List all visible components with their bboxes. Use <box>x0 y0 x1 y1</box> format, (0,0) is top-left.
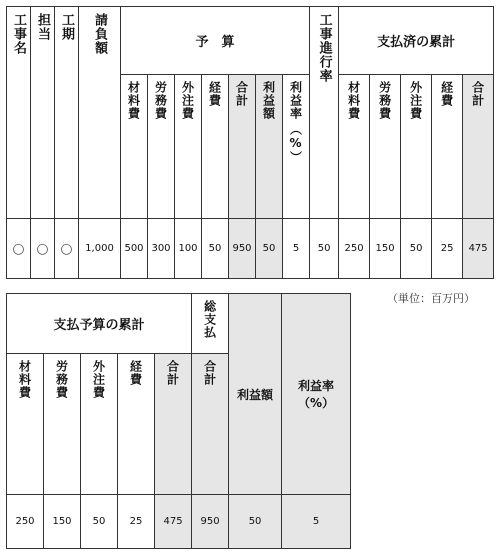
pct-symbol-2: （%） <box>298 396 335 410</box>
unit-note: （単位：百万円） <box>387 292 475 305</box>
header-ukeoigaku: 請負額 <box>79 7 121 219</box>
t2-cell-gokei: 475 <box>155 495 192 549</box>
header-shiharai-ruikei: 支払済の累計 <box>339 7 494 75</box>
cell-koji-mei: ○ <box>7 219 31 279</box>
shiharai-romuhi: 労務費 <box>370 75 401 219</box>
cell-yosan-keihi: 50 <box>202 219 229 279</box>
header-rieki-ritsu: 利益率 （%） <box>282 294 351 495</box>
yosan-rieki-ritsu: 利益率 （%） <box>283 75 310 219</box>
t2-gokei: 合計 <box>155 354 192 495</box>
cell-shinkoritsu: 50 <box>310 219 339 279</box>
header-koji-mei: 工事名 <box>7 7 31 219</box>
t2-cell-rieki-gaku: 50 <box>229 495 282 549</box>
pct-symbol: （%） <box>288 123 303 164</box>
t2-cell-keihi: 25 <box>118 495 155 549</box>
t2-cell-so-shiharai: 950 <box>192 495 229 549</box>
header-shinkoritsu: 工事進行率 <box>310 7 339 219</box>
shiharai-gaichuhi: 外注費 <box>401 75 432 219</box>
cell-ukeoigaku: 1,000 <box>79 219 121 279</box>
payment-budget-table <box>6 293 351 549</box>
shiharai-keihi: 経費 <box>432 75 463 219</box>
cell-yosan-rieki-gaku: 50 <box>256 219 283 279</box>
t2-keihi: 経費 <box>118 354 155 495</box>
cell-shiharai-gaichuhi: 50 <box>401 219 432 279</box>
t2-gaichuhi: 外注費 <box>81 354 118 495</box>
t2-cell-rieki-ritsu: 5 <box>282 495 351 549</box>
yosan-gaichuhi: 外注費 <box>175 75 202 219</box>
cell-yosan-gokei: 950 <box>229 219 256 279</box>
cell-koki: ○ <box>55 219 79 279</box>
cell-shiharai-zairyohi: 250 <box>339 219 370 279</box>
t2-cell-zairyohi: 250 <box>7 495 44 549</box>
t2-so-gokei: 合計 <box>192 354 229 495</box>
shiharai-zairyohi: 材料費 <box>339 75 370 219</box>
header-so-shiharai: 総支払 <box>192 294 229 354</box>
yosan-gokei: 合計 <box>229 75 256 219</box>
yosan-romuhi: 労務費 <box>148 75 175 219</box>
cell-shiharai-romuhi: 150 <box>370 219 401 279</box>
budget-table <box>6 6 494 279</box>
cell-yosan-romuhi: 300 <box>148 219 175 279</box>
cell-yosan-rieki-ritsu: 5 <box>283 219 310 279</box>
header-yosan: 予 算 <box>121 7 310 75</box>
yosan-zairyohi: 材料費 <box>121 75 148 219</box>
cell-yosan-zairyohi: 500 <box>121 219 148 279</box>
header-rieki-gaku: 利益額 <box>229 294 282 495</box>
t2-cell-romuhi: 150 <box>44 495 81 549</box>
t2-cell-gaichuhi: 50 <box>81 495 118 549</box>
cell-tanto: ○ <box>31 219 55 279</box>
t2-romuhi: 労務費 <box>44 354 81 495</box>
cell-yosan-gaichuhi: 100 <box>175 219 202 279</box>
yosan-rieki-gaku: 利益額 <box>256 75 283 219</box>
cell-shiharai-gokei: 475 <box>463 219 494 279</box>
yosan-keihi: 経費 <box>202 75 229 219</box>
cell-shiharai-keihi: 25 <box>432 219 463 279</box>
header-shiharai-yosan-ruikei: 支払予算の累計 <box>7 294 192 354</box>
t2-zairyohi: 材料費 <box>7 354 44 495</box>
shiharai-gokei: 合計 <box>463 75 494 219</box>
header-koki: 工期 <box>55 7 79 219</box>
header-tanto: 担当 <box>31 7 55 219</box>
